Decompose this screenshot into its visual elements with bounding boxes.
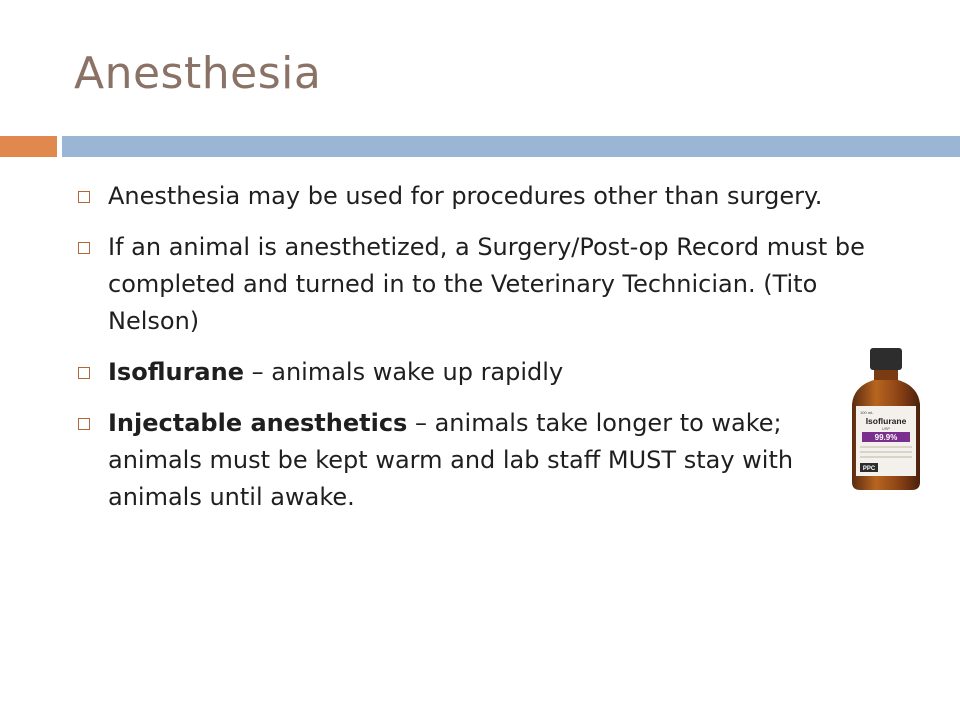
label-line — [860, 451, 912, 453]
bullet-item — [74, 178, 874, 215]
label-line — [860, 456, 912, 458]
bullet-item — [74, 405, 874, 516]
bullet-square-icon — [78, 367, 90, 379]
bottle-purity: 99.9% — [874, 433, 898, 442]
bullet-list — [74, 178, 874, 530]
bullet-item — [74, 229, 874, 340]
isoflurane-bottle-image — [846, 346, 926, 492]
bullet-text: – animals wake up rapidly — [243, 358, 564, 386]
bullet-square-icon — [78, 242, 90, 254]
title-rule-accent — [0, 136, 57, 157]
bullet-bold-term: Injectable anesthetics — [108, 409, 408, 437]
bullet-square-icon — [78, 418, 90, 430]
bottle-brand: Isoflurane — [865, 416, 907, 426]
bottle-cap — [870, 348, 902, 370]
bottle-volume: 100 mL — [860, 410, 874, 415]
bottle-grade: USP — [881, 426, 891, 431]
bullet-bold-term: Isoflurane — [108, 358, 244, 386]
bullet-square-icon — [78, 191, 90, 203]
title-rule-bar — [62, 136, 960, 157]
slide-title: Anesthesia — [74, 48, 322, 99]
bullet-text: – animals take longer to wake; animals must be kept warm and lab staff MUST stay with animals until awake. — [108, 409, 794, 511]
bottle-maker: PPC — [862, 466, 876, 472]
bottle-neck — [874, 370, 898, 380]
label-line — [860, 446, 912, 448]
bullet-text: Anesthesia may be used for procedures other than surgery. — [108, 182, 823, 210]
bullet-item — [74, 354, 874, 391]
bullet-text: If an animal is anesthetized, a Surgery/Post-op Record must be completed and turned in to the Veterinary Technician. (Tito Nelson) — [108, 233, 865, 335]
